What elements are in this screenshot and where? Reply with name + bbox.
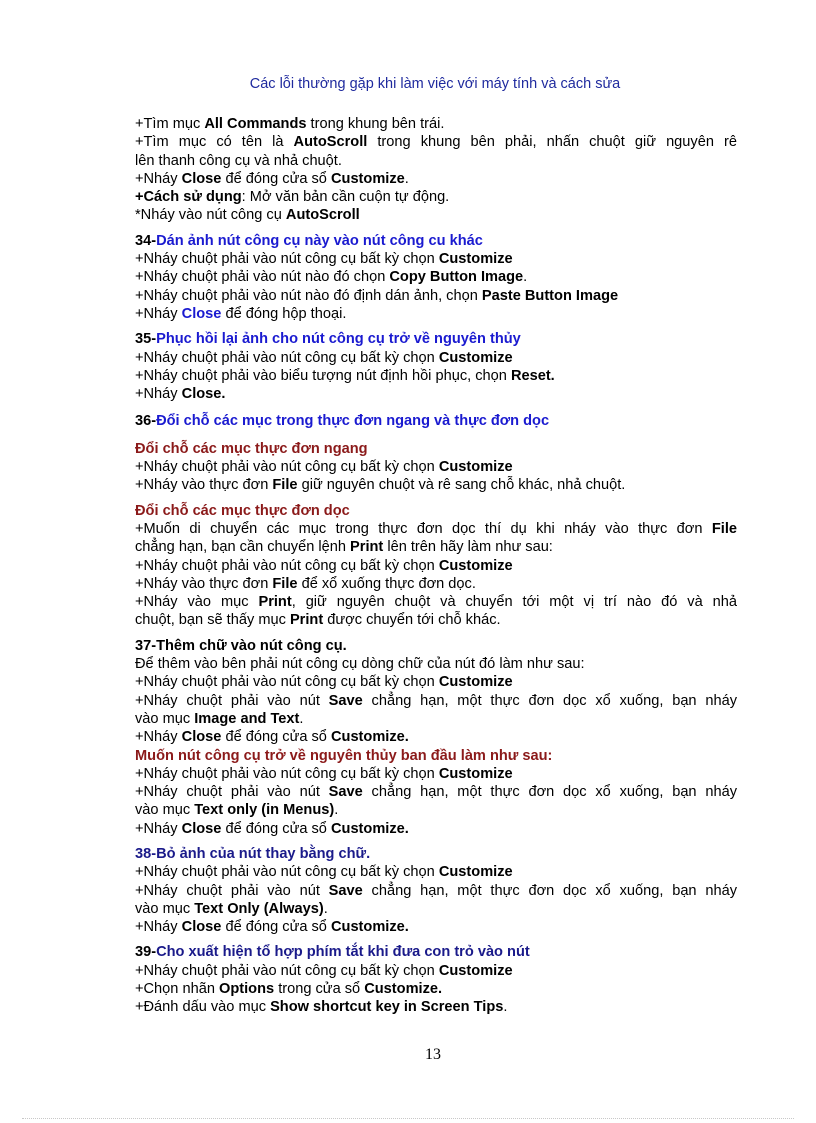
text-run: giữ nguyên chuột và rê sang chỗ khác, nhả chuột. [297, 477, 626, 494]
text-line [135, 502, 737, 520]
text-run: +Nháy [135, 386, 182, 403]
bold-text: 39- [135, 944, 157, 961]
heading-text: Đổi chỗ các mục thực đơn ngang [135, 440, 368, 457]
heading-text: Muốn nút công cụ trở về nguyên thủy ban đầu làm như sau: [135, 747, 553, 764]
text-line [135, 268, 737, 286]
text-line [135, 412, 737, 430]
heading-text: Phục hồi lại ảnh cho nút công cụ trở về nguyên thủy [156, 331, 521, 348]
text-run: +Nháy [135, 305, 182, 322]
bold-text: Close [181, 170, 222, 187]
text-run: +Nháy chuột phải vào nút công cụ bất kỳ chọn [135, 349, 439, 366]
heading-text: Dán ảnh nút công cụ này vào nút công cu khác [156, 232, 483, 249]
text-line [135, 287, 737, 305]
bold-text: Print [258, 594, 292, 611]
text-run: +Nháy chuột phải vào nút [135, 882, 329, 899]
text-run: được chuyển tới chỗ khác. [323, 612, 501, 629]
text-run: +Nháy chuột phải vào nút công cụ bất kỳ chọn [135, 459, 439, 476]
bold-text: Customize [438, 459, 513, 476]
text-line [135, 115, 737, 133]
text-line [135, 637, 737, 655]
text-line [135, 330, 737, 348]
text-run: . [404, 170, 409, 187]
bold-text: Customize [438, 251, 513, 268]
bold-text: Paste Button Image [481, 287, 619, 304]
text-run: chẳng hạn, một thực đơn dọc xổ xuống, bạn nháy [362, 882, 737, 899]
running-header: Các lỗi thường gặp khi làm việc với máy tính và cách sửa [249, 76, 621, 92]
bold-text: Save [328, 882, 363, 899]
bold-text: File [711, 520, 737, 537]
text-run: +Nháy chuột phải vào nút công cụ bất kỳ chọn [135, 962, 439, 979]
text-run: để xổ xuống thực đơn dọc. [297, 575, 476, 592]
bold-text: Options [219, 981, 275, 998]
text-run: +Nháy [135, 729, 182, 746]
bold-text: +Cách sử dụng [135, 189, 242, 206]
heading-text: Đổi chỗ các mục thực đơn dọc [135, 502, 350, 519]
text-run: +Muốn di chuyển các mục trong thực đơn dọc thí dụ khi nháy vào thực đơn [135, 520, 712, 537]
bold-text: Customize [438, 765, 513, 782]
text-run: . [299, 710, 304, 727]
text-run: +Chọn nhãn [135, 981, 219, 998]
text-run: trong cửa sổ [274, 981, 365, 998]
text-line [135, 962, 737, 980]
text-run: +Nháy chuột phải vào nút công cụ bất kỳ chọn [135, 251, 439, 268]
bold-text: 36- [135, 413, 157, 430]
text-line [135, 801, 737, 819]
bold-text: AutoScroll [285, 207, 360, 224]
text-run: . [523, 269, 528, 286]
text-line [135, 520, 737, 538]
bold-text: Print [289, 612, 324, 629]
text-line [135, 385, 737, 403]
bold-text: Close. [181, 386, 226, 403]
text-run: . [503, 999, 508, 1016]
text-line [135, 845, 737, 863]
bold-text: Print [350, 539, 384, 556]
text-run: Để thêm vào bên phải nút công cụ dòng chữ của nút đó làm như sau: [135, 656, 585, 673]
text-run: . [323, 900, 328, 917]
text-run: +Nháy chuột phải vào nút công cụ bất kỳ chọn [135, 674, 439, 691]
bold-text: Close [181, 919, 222, 936]
text-run: để đóng cửa sổ [221, 820, 331, 837]
text-run: lên trên hãy làm như sau: [383, 539, 553, 556]
heading-text: Cho xuất hiện tổ hợp phím tắt khi đưa con trỏ vào nút [156, 944, 530, 961]
text-line [135, 943, 737, 961]
bold-text: Close [181, 820, 222, 837]
text-line [135, 133, 737, 151]
text-line [135, 918, 737, 936]
text-run: vào mục [135, 900, 195, 917]
text-run: +Nháy vào thực đơn [135, 477, 273, 494]
text-run: +Nháy chuột phải vào nút công cụ bất kỳ chọn [135, 557, 439, 574]
text-run: +Nháy [135, 919, 182, 936]
page-number: 13 [425, 1046, 441, 1063]
text-line [135, 305, 737, 323]
text-line [135, 765, 737, 783]
text-line [135, 170, 737, 188]
text-line [135, 232, 737, 250]
text-line [135, 575, 737, 593]
text-run: trong khung bên phải, nhấn chuột giữ nguyên rê [367, 134, 737, 151]
text-line [135, 692, 737, 710]
text-run: , giữ nguyên chuột và chuyển tới một vị trí nào đó và nhả [291, 594, 737, 611]
text-line [135, 476, 737, 494]
text-run: chẳng hạn, bạn cần chuyển lệnh [135, 539, 351, 556]
text-line [135, 710, 737, 728]
text-line [135, 458, 737, 476]
text-run: chuột, bạn sẽ thấy mục [135, 612, 290, 629]
bold-text: Customize. [330, 820, 409, 837]
bold-text: All Commands [204, 116, 307, 132]
text-line [135, 152, 737, 170]
text-line [135, 980, 737, 998]
text-run: trong khung bên trái. [306, 116, 445, 132]
bold-text: Customize [438, 864, 513, 881]
text-run: +Nháy [135, 820, 182, 837]
bold-text: AutoScroll [293, 134, 368, 151]
text-line [135, 998, 737, 1016]
bold-text: File [272, 575, 298, 592]
bold-text: Customize. [330, 729, 409, 746]
heading-text: 38-Bỏ ảnh của nút thay bằng chữ. [135, 845, 371, 862]
bold-text: 34- [135, 232, 157, 249]
heading-text: Close [181, 305, 222, 322]
bold-text: Reset. [510, 367, 555, 384]
bold-text: Copy Button Image [389, 269, 524, 286]
bold-text: Show shortcut key in Screen Tips [270, 999, 504, 1016]
bold-text: Customize [438, 349, 513, 366]
bold-text: Image and Text [194, 710, 300, 727]
text-line [135, 349, 737, 367]
document-body [135, 115, 737, 1017]
text-line [135, 863, 737, 881]
text-run: để đóng cửa sổ [221, 919, 331, 936]
bold-text: Customize [438, 557, 513, 574]
text-run: +Nháy vào thực đơn [135, 575, 273, 592]
bold-text: Save [328, 784, 363, 801]
text-run: chẳng hạn, một thực đơn dọc xổ xuống, bạn nháy [362, 784, 737, 801]
bold-text: Text only (in Menus) [194, 802, 335, 819]
text-run: để đóng cửa sổ [221, 170, 331, 187]
bold-text: 37-Thêm chữ vào nút công cụ. [135, 637, 347, 654]
text-run: +Đánh dấu vào mục [135, 999, 271, 1016]
text-line [135, 728, 737, 746]
text-line [135, 783, 737, 801]
text-run: +Nháy vào mục [135, 594, 259, 611]
text-run: để đóng cửa sổ [221, 729, 331, 746]
text-line [135, 367, 737, 385]
text-run: +Nháy [135, 170, 182, 187]
text-line [135, 611, 737, 629]
text-run: chẳng hạn, một thực đơn dọc xổ xuống, bạn nháy [362, 692, 737, 709]
text-run: +Nháy chuột phải vào nút nào đó chọn [135, 269, 390, 286]
text-run: +Tìm mục [135, 116, 205, 132]
text-run: +Nháy chuột phải vào nút [135, 784, 329, 801]
bold-text: Save [328, 692, 363, 709]
text-run: +Nháy chuột phải vào biểu tượng nút định hồi phục, chọn [135, 367, 511, 384]
bold-text: Customize. [330, 919, 409, 936]
text-run: lên thanh công cụ và nhả chuột. [135, 152, 342, 169]
page-bottom-rule [22, 1118, 794, 1119]
text-line [135, 557, 737, 575]
bold-text: Customize. [364, 981, 443, 998]
text-run: : Mở văn bản cần cuộn tự động. [241, 189, 450, 206]
text-run: +Nháy chuột phải vào nút [135, 692, 329, 709]
bold-text: Text Only (Always) [194, 900, 324, 917]
text-line [135, 900, 737, 918]
text-run: vào mục [135, 802, 195, 819]
bold-text: Customize [438, 674, 513, 691]
text-line [135, 747, 737, 765]
text-line [135, 250, 737, 268]
text-line [135, 593, 737, 611]
text-run: vào mục [135, 710, 195, 727]
heading-text: Đổi chỗ các mục trong thực đơn ngang và thực đơn dọc [156, 413, 550, 430]
text-line [135, 820, 737, 838]
text-line [135, 538, 737, 556]
text-line [135, 655, 737, 673]
text-run: *Nháy vào nút công cụ [135, 207, 286, 224]
bold-text: Customize [330, 170, 405, 187]
bold-text: 35- [135, 331, 157, 348]
text-run: . [334, 802, 339, 819]
bold-text: Close [181, 729, 222, 746]
text-run: +Nháy chuột phải vào nút công cụ bất kỳ chọn [135, 864, 439, 881]
text-line [135, 206, 737, 224]
text-run: để đóng hộp thoại. [221, 305, 347, 322]
text-line [135, 882, 737, 900]
text-run: +Tìm mục có tên là [135, 134, 294, 151]
text-run: +Nháy chuột phải vào nút nào đó định dán ảnh, chọn [135, 287, 482, 304]
text-line [135, 188, 737, 206]
text-run: +Nháy chuột phải vào nút công cụ bất kỳ chọn [135, 765, 439, 782]
bold-text: File [272, 477, 298, 494]
text-line [135, 440, 737, 458]
bold-text: Customize [438, 962, 513, 979]
text-line [135, 673, 737, 691]
